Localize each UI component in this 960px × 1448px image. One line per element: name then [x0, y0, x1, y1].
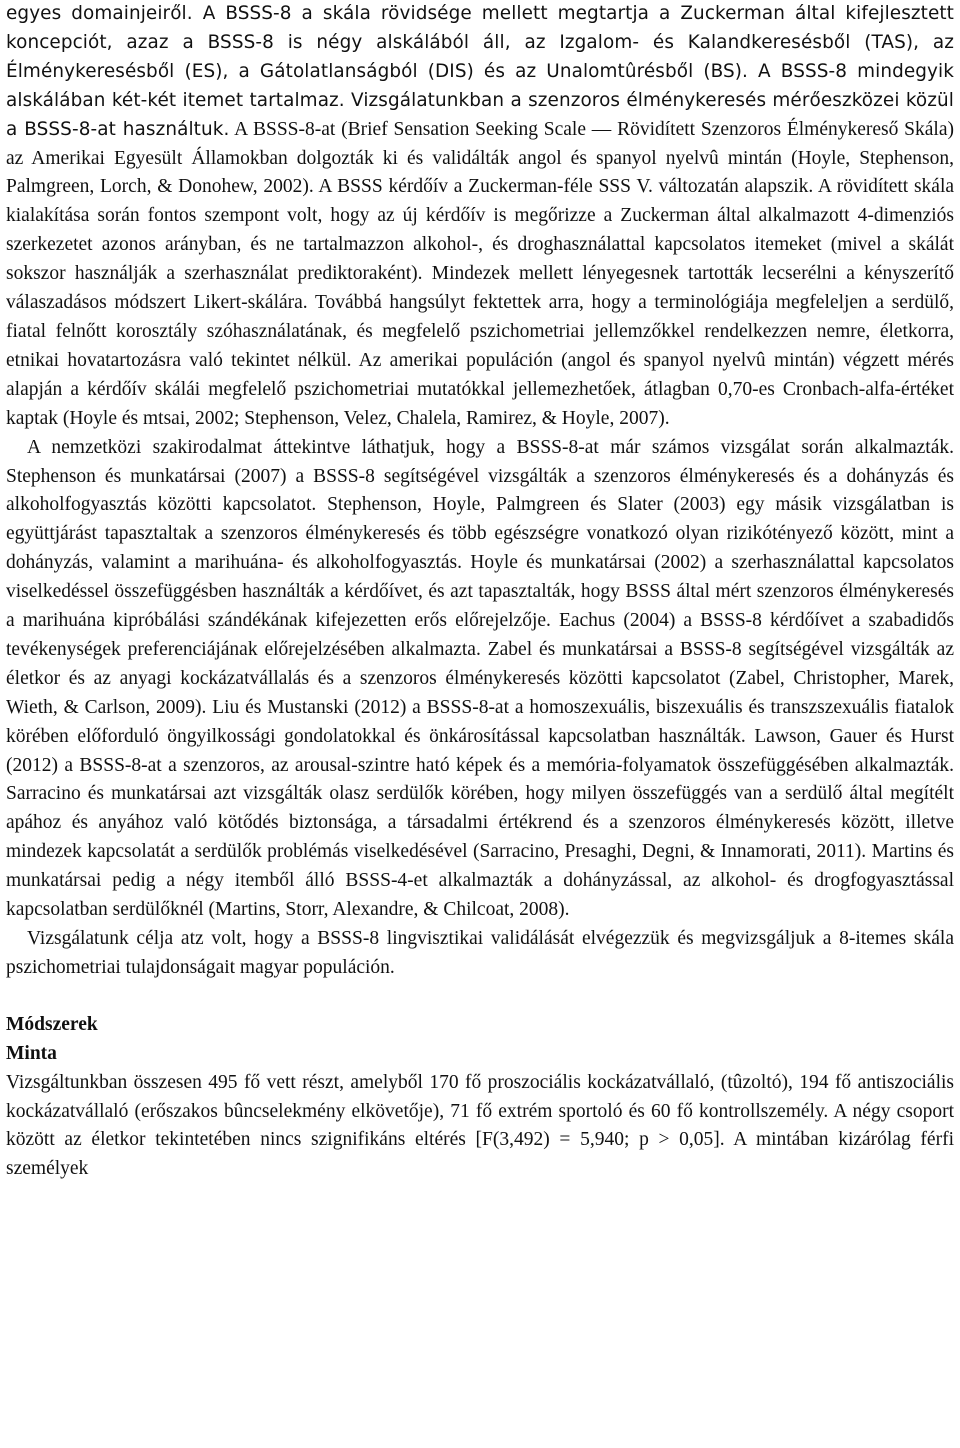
paragraph-literature-review: A nemzetközi szakirodalmat áttekintve láthatjuk, hogy a BSSS-8-at már számos vizsgálat során alkalmazták. Stephenson és munkatársai (2007) a BSSS-8 segítségével vizsgálták a szenzoros élménykeresés és a dohányzás és alkoholfogyasztás közötti kapcsolatot. Stephenson, Hoyle, Palmgreen és Slater (2003) egy másik vizsgálatban is együttjárást tapasztaltak a szenzoros élménykeresés és több egészségre vonatkozó olyan rizikótényező között, mint a dohányzás, valamint a marihuána- és alkoholfogyasztás. Hoyle és munkatársai (2002) a szerhasználattal kapcsolatos viselkedéssel összefüggésben használták a kérdőívet, és azt tapasztalták, hogy BSSS által mért szenzoros élménykeresés a marihuána kipróbálási szándékának kifejezetten erős előrejelzője. Eachus (2004) a BSSS-8 kérdőívet a szabadidős tevékenységek preferenciájának előrejelzésében alkalmazta. Zabel és munkatársai a BSSS-8 segítségével vizsgálták az életkor és az anyagi kockázatvállalás és a szenzoros élménykeresés közötti kapcsolatot (Zabel, Christopher, Marek, Wieth, & Carlson, 2009). Liu és Mustanski (2012) a BSSS-8-at a homoszexuális, biszexuális és transzszexuális fiatalok körében előforduló öngyilkossági gondolatokkal és önkárosítással kapcsolatban használták. Lawson, Gauer és Hurst (2012) a BSSS-8-at a szenzoros, az arousal-szintre ható képek és a memória-folyamatok összefüggésében alkalmazták. Sarracino és munkatársai azt vizsgálták olasz serdülők körében, hogy milyen összefüggés van a serdülő által megítélt apához és anyához való kötődés biztonsága, a társadalmi értékrend és a szenzoros élménykeresés között, illetve mindezek kapcsolatát a serdülők problémás viselkedésével (Sarracino, Presaghi, Degni, & Innamorati, 2011). Martins és munkatársai pedig a négy itemből álló BSSS-4-et alkalmazták a dohányzással, az alkohol- és drogfogyasztással kapcsolatban serdülőknél (Martins, Storr, Alexandre, & Chilcoat, 2008). — [6, 436, 954, 921]
paragraph-sample-description: Vizsgáltunkban összesen 495 fő vett részt, amelyből 170 fő proszociális kockázatvállaló, (tûzoltó), 194 fő antiszociális kockázatvállaló (erőszakos bûncselekmény elkövetője), 71 fő extrém sportoló és 60 fő kontrollszemély. A négy csoport között az életkor tekintetében nincs szignifikáns eltérés [F(3,492) = 5,940; p > 0,05]. A mintában kizárólag férfi személyek — [6, 1071, 954, 1180]
paragraph-bsss-description — [6, 0, 954, 434]
sentence-scale-design: A rövidített skála kialakítása során fontos szempont volt, hogy az új kérdőív is megőrizze a Zuckerman által alkalmazott 4-dimenziós szerkezetet azonos arányban, és ne tartalmazzon alkohol-, és droghasználattal kapcsolatos itemeket (mivel a skálát sokszor használják a szerhasználat prediktoraként). Mindezek mellett lényegesnek tartották lecserélni a kényszerítő válaszadásos módszert Likert-skálára. Továbbá hangsúlyt fektettek arra, hogy a terminológiája megfeleljen a serdülő, fiatal felnőtt korosztály szóhasználatának, és megfelelő pszichometriai jellemzőkkel rendelkezzen nemre, életkorra, etnikai hovatartozásra való tekintet nélkül. Az amerikai populáción (angol és spanyol nyelvû mintán) végzett mérés alapján a kérdőív skálái megfelelő pszichometriai mutatókkal jellemezhetőek, átlagban 0,70-es Cronbach-alfa-értéket kaptak (Hoyle és mtsai, 2002; Stephenson, Velez, Chalela, Ramirez, & Hoyle, 2007). — [6, 176, 955, 429]
subsection-heading-sample: Minta — [6, 1042, 57, 1064]
paragraph-study-aim: Vizsgálatunk célja atz volt, hogy a BSSS-8 lingvisztikai validálását elvégezzük és megvizsgáljuk a 8-itemes skála pszichometriai tulajdonságait magyar populáción. — [6, 928, 954, 978]
section-heading-methods: Módszerek — [6, 1013, 98, 1035]
sentence-subscales: A BSSS-8 a skála rövidsége mellett megtartja a Zuckerman által kifejlesztett koncepciót, azaz a BSSS-8 is négy alskálából áll, az Izgalom- és Kalandkeresésből (TAS), az Élménykeresésből (ES), a Gátolatlanságból (DIS) és az Unalomtûrésből (BS). A BSSS-8 mindegyik alskálában két-két itemet tartalmaz. Vizsgálatunkban a szenzoros élménykeresés mérőeszközei közül a BSSS-8-at használtuk. — [6, 3, 954, 140]
sentence-bsss-origin: A BSSS-8-at (Brief Sensation Seeking Scale — Rövidített Szenzoros Élménykereső Skála) az Amerikai Egyesült Államokban dolgozták ki és validálták angol és spanyol nyelvû mintán (Hoyle, Stephenson, Palmgreen, Lorch, & Donohew, 2002). A BSSS kérdőív a Zuckerman-féle SSS V. változatán alapszik. — [6, 118, 954, 198]
sentence-domain-intro: egyes domainjeiről. — [6, 3, 193, 24]
section-gap — [6, 983, 954, 1011]
